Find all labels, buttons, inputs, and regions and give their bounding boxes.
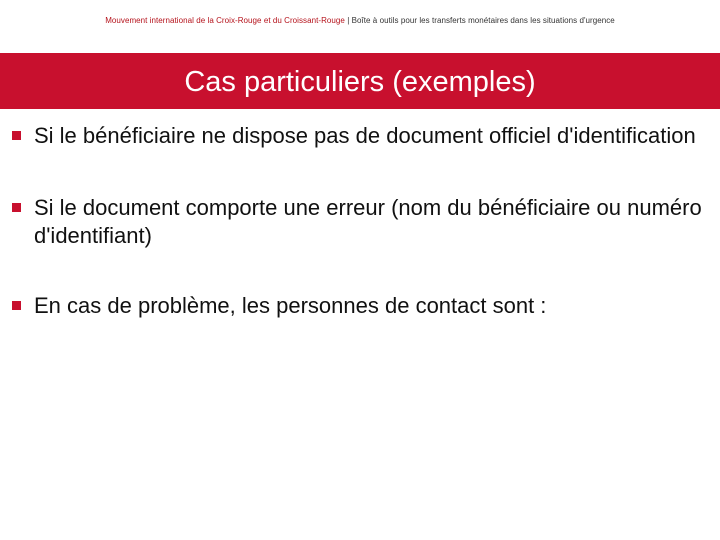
bullet-item xyxy=(10,194,710,250)
square-bullet-icon xyxy=(12,203,21,212)
bullet-text: Si le document comporte une erreur (nom du bénéficiaire ou numéro d'identifiant) xyxy=(34,195,702,248)
header-separator: | xyxy=(344,16,352,25)
title-banner xyxy=(0,53,720,109)
header-toolkit-text: Boîte à outils pour les transferts monétaires dans les situations d'urgence xyxy=(351,16,615,25)
bullet-list xyxy=(10,122,710,320)
bullet-item xyxy=(10,292,710,320)
header-org-text: Mouvement international de la Croix-Rouge et du Croissant-Rouge xyxy=(105,16,345,25)
square-bullet-icon xyxy=(12,301,21,310)
bullet-item xyxy=(10,122,710,150)
square-bullet-icon xyxy=(12,131,21,140)
bullet-text: Si le bénéficiaire ne dispose pas de document officiel d'identification xyxy=(34,123,696,148)
slide-header xyxy=(0,16,720,26)
bullet-text: En cas de problème, les personnes de contact sont : xyxy=(34,293,547,318)
slide-title: Cas particuliers (exemples) xyxy=(184,66,536,98)
